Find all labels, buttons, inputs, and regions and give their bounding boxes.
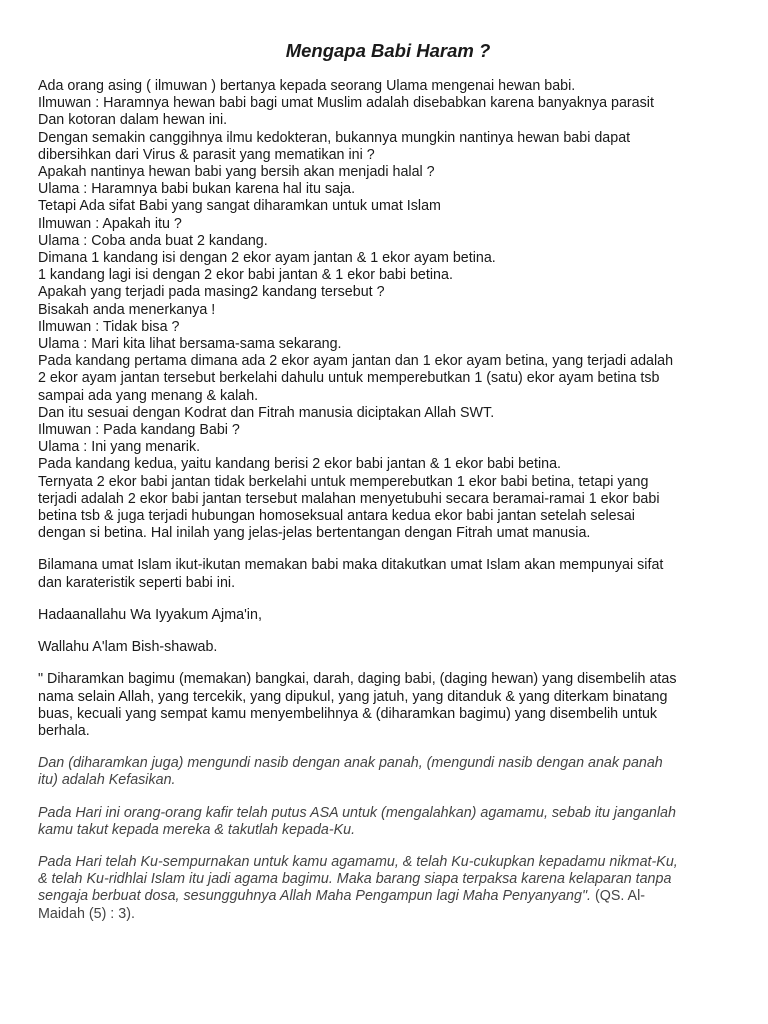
text-line: & telah Ku-ridhlai Islam itu jadi agama bagimu. Maka barang siapa terpaksa karena kelaparan tanpa — [38, 871, 672, 888]
paragraph-closing — [38, 639, 738, 656]
text-line: Maidah (5) : 3). — [38, 905, 135, 922]
text-line: dan karateristik seperti babi ini. — [38, 574, 236, 591]
text-line: dibersihkan dari Virus & parasit yang mematikan ini ? — [38, 146, 375, 163]
text-line: 1 kandang lagi isi dengan 2 ekor babi jantan & 1 ekor babi betina. — [38, 267, 453, 284]
document-title: Mengapa Babi Haram ? — [285, 40, 491, 61]
text-line: Dimana 1 kandang isi dengan 2 ekor ayam jantan & 1 ekor ayam betina. — [38, 250, 496, 267]
text-line: 2 ekor ayam jantan tersebut berkelahi dahulu untuk memperebutkan 1 (satu) ekor ayam betina tsb — [38, 370, 660, 387]
text-line: Dan itu sesuai dengan Kodrat dan Fitrah manusia diciptakan Allah SWT. — [38, 404, 495, 421]
dialog-block — [38, 78, 738, 542]
text-line: sampai ada yang menang & kalah. — [38, 387, 259, 404]
paragraph-greeting — [38, 607, 738, 624]
text-line: terjadi adalah 2 ekor babi jantan tersebut malahan menyetubuhi secara beramai-ramai 1 ekor babi — [38, 490, 660, 507]
text-line: kamu takut kepada mereka & takutlah kepada-Ku. — [38, 821, 356, 838]
text-line: Ulama : Coba anda buat 2 kandang. — [38, 232, 268, 249]
text-line: nama selain Allah, yang tercekik, yang dipukul, yang jatuh, yang ditanduk & yang diterkam binatang — [38, 688, 668, 705]
paragraph-italic-2 — [38, 805, 738, 839]
text-line: Ternyata 2 ekor babi jantan tidak berkelahi untuk memperebutkan 1 ekor babi betina, tetapi yang — [38, 473, 649, 490]
text-line: Ulama : Ini yang menarik. — [38, 439, 201, 456]
text-line: berhala. — [38, 722, 90, 739]
text-line: " Diharamkan bagimu (memakan) bangkai, darah, daging babi, (daging hewan) yang disembelih atas — [38, 671, 677, 688]
text-line: Pada Hari ini orang-orang kafir telah putus ASA untuk (mengalahkan) agamamu, sebab itu janganlah — [38, 804, 676, 821]
document-page — [38, 40, 738, 923]
text-line: Ada orang asing ( ilmuwan ) bertanya kepada seorang Ulama mengenai hewan babi. — [38, 78, 576, 94]
text-line: Ilmuwan : Pada kandang Babi ? — [38, 422, 240, 439]
text-line: Dan kotoran dalam hewan ini. — [38, 112, 228, 129]
text-line: Ilmuwan : Apakah itu ? — [38, 215, 182, 232]
text-line: Pada Hari telah Ku-sempurnakan untuk kamu agamamu, & telah Ku-cukupkan kepadamu nikmat-Ku, — [38, 853, 678, 870]
paragraph-quote — [38, 671, 738, 740]
text-line: Bisakah anda menerkanya ! — [38, 301, 216, 318]
text-line: Dan (diharamkan juga) mengundi nasib dengan anak panah, (mengundi nasib dengan anak panah — [38, 755, 663, 772]
text-line: Tetapi Ada sifat Babi yang sangat diharamkan untuk umat Islam — [38, 198, 441, 215]
text-line: dengan si betina. Hal inilah yang jelas-jelas bertentangan dengan Fitrah umat manusia. — [38, 525, 591, 542]
text-line — [38, 888, 738, 905]
paragraph-italic-3 — [38, 854, 738, 923]
text-line: itu) adalah Kefasikan. — [38, 772, 176, 789]
citation-segment: (QS. Al- — [591, 888, 646, 905]
text-line: Wallahu A'lam Bish-shawab. — [38, 639, 218, 656]
text-line: betina tsb & juga terjadi hubungan homoseksual antara kedua ekor babi jantan setelah selesai — [38, 508, 635, 525]
paragraph-italic-1 — [38, 755, 738, 789]
text-line: buas, kecuali yang sempat kamu menyembelihnya & (diharamkan bagimu) yang disembelih untuk — [38, 705, 658, 722]
text-line: Ulama : Haramnya babi bukan karena hal itu saja. — [38, 181, 356, 198]
text-line: Apakah yang terjadi pada masing2 kandang tersebut ? — [38, 284, 385, 301]
text-line: Pada kandang pertama dimana ada 2 ekor ayam jantan dan 1 ekor ayam betina, yang terjadi adalah — [38, 353, 674, 370]
paragraph-conclusion — [38, 557, 738, 591]
text-line: Ulama : Mari kita lihat bersama-sama sekarang. — [38, 336, 342, 353]
text-line: Apakah nantinya hewan babi yang bersih akan menjadi halal ? — [38, 164, 435, 181]
text-line: Ilmuwan : Haramnya hewan babi bagi umat Muslim adalah disebabkan karena banyaknya parasit — [38, 95, 654, 112]
text-line: Dengan semakin canggihnya ilmu kedokteran, bukannya mungkin nantinya hewan babi dapat — [38, 129, 631, 146]
text-line: Bilamana umat Islam ikut-ikutan memakan babi maka ditakutkan umat Islam akan mempunyai sifat — [38, 557, 664, 574]
text-line: Pada kandang kedua, yaitu kandang berisi 2 ekor babi jantan & 1 ekor babi betina. — [38, 456, 562, 473]
text-line: Ilmuwan : Tidak bisa ? — [38, 318, 180, 335]
text-line: Hadaanallahu Wa Iyyakum Ajma'in, — [38, 606, 262, 623]
italic-segment: sengaja berbuat dosa, sesungguhnya Allah Maha Pengampun lagi Maha Penyanyang". — [38, 888, 591, 905]
